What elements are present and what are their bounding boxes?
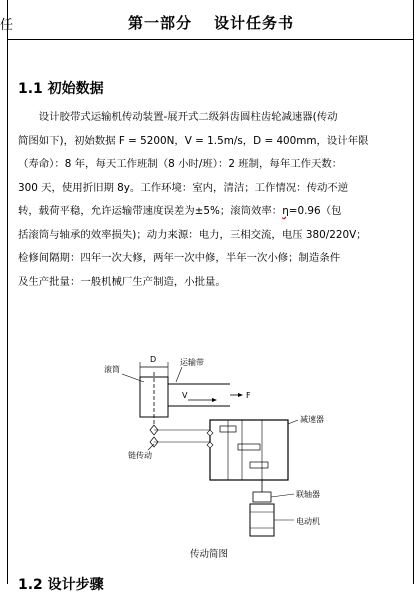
- motor-label: 电动机: [296, 517, 320, 526]
- paragraph-line-1: 设计胶带式运输机传动装置-展开式二级斜齿圆柱齿轮减速器(传动: [18, 111, 338, 123]
- force-label: F: [246, 391, 251, 400]
- paragraph-line-2: 简图如下)，初始数据 F = 5200N，V = 1.5m/s，D = 400mm，设计年限: [18, 134, 369, 147]
- title-name: 设计任务书: [214, 14, 295, 32]
- eta-symbol: η: [282, 205, 289, 217]
- page-title: [8, 12, 414, 33]
- chain-label: 链传动: [128, 451, 152, 460]
- paragraph-line-5-text: 转，载荷平稳，允许运输带速度误差为±5%；滚筒效率：: [18, 205, 283, 217]
- right-margin-column: [413, 0, 418, 584]
- coupling-shape: [253, 492, 271, 502]
- initial-data-paragraph: [18, 106, 396, 294]
- transmission-diagram: [100, 352, 350, 542]
- belt-label: 运输带: [180, 358, 204, 367]
- title-divider: [8, 39, 414, 40]
- drum-label: 滚筒: [104, 365, 120, 374]
- paragraph-line-8: 及生产批量：一般机械厂生产制造，小批量。: [18, 275, 226, 288]
- next-section-heading: 1.2 设计步骤: [18, 577, 104, 593]
- paragraph-line-3: （寿命）：8 年，每天工作班制（8 小时/班）：2 班制，每年工作天数：: [18, 158, 343, 170]
- left-margin-column: [0, 0, 14, 584]
- figure-caption: 传动简图: [190, 549, 229, 560]
- margin-character: 任: [0, 18, 14, 33]
- paragraph-line-7: 检修间隔期：四年一次大修，两年一次中修，半年一次小修；制造条件: [18, 252, 341, 264]
- title-part: 第一部分: [127, 14, 192, 32]
- reducer-label: 减速器: [300, 415, 324, 424]
- velocity-label: V: [182, 391, 188, 400]
- eta-value: =0.96（包: [288, 205, 342, 217]
- motor-shape: [250, 504, 274, 536]
- coupling-label: 联轴器: [296, 490, 320, 499]
- dimension-D-label: D: [150, 355, 157, 364]
- paragraph-line-5: [18, 200, 396, 224]
- section-heading: 1.1 初始数据: [18, 81, 104, 97]
- paragraph-line-4: 300 天，使用折旧期 8y。工作环境：室内，清洁；工作情况：传动不逆: [18, 181, 349, 194]
- paragraph-line-6: 括滚筒与轴承的效率损失)；动力来源：电力，三相交流，电压 380/220V；: [18, 228, 367, 241]
